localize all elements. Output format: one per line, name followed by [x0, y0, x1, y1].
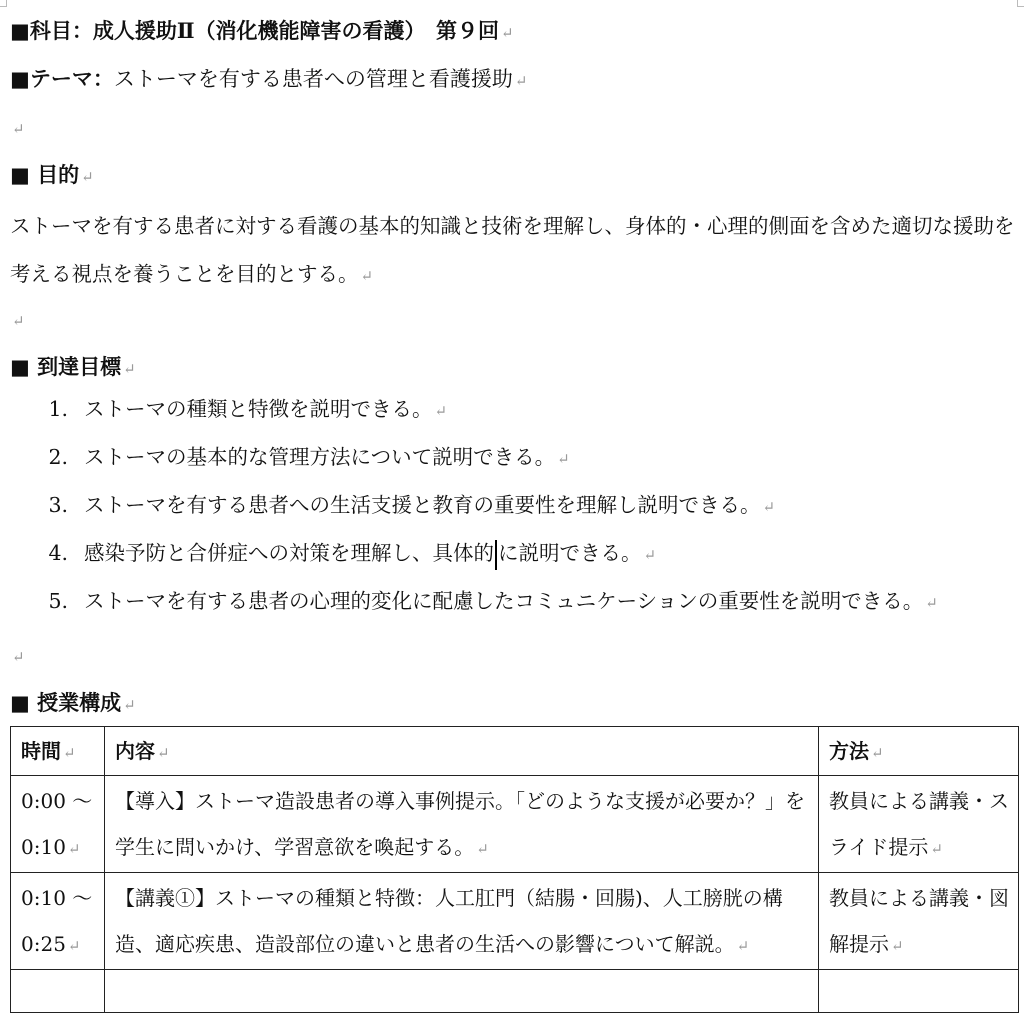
subject-line: [10, 16, 514, 48]
paragraph-mark-icon: ↵: [925, 594, 938, 612]
empty-paragraph: [10, 112, 25, 144]
cell-mark-icon: ↵: [67, 937, 81, 955]
content-cell: [105, 873, 819, 970]
column-header-text: 内容: [115, 739, 155, 763]
purpose-body: [10, 202, 1024, 300]
cell-mark-icon: ↵: [891, 937, 904, 955]
list-number: 5.: [48, 589, 68, 613]
paragraph-mark-icon: ↵: [501, 24, 514, 42]
page-corner-marker: [0, 0, 7, 7]
cell-mark-icon: ↵: [736, 937, 750, 955]
theme-label: ■テーマ：: [10, 66, 114, 91]
method-cell: [819, 970, 1019, 1013]
list-number: 2.: [48, 445, 68, 469]
list-item: [0, 394, 938, 442]
cell-mark-icon: ↵: [63, 744, 76, 762]
method-text: 教員による講義・スライド提示: [829, 789, 1009, 859]
paragraph-mark-icon: ↵: [81, 168, 94, 186]
paragraph-mark-icon: ↵: [360, 267, 374, 285]
paragraph-mark-icon: ↵: [514, 72, 528, 90]
method-cell: [819, 873, 1019, 970]
paragraph-mark-icon: ↵: [762, 498, 776, 516]
content-cell: [105, 970, 819, 1013]
table-header-row: [11, 727, 1019, 776]
theme-line: [10, 64, 527, 96]
cell-mark-icon: ↵: [476, 840, 489, 858]
content-text: 【講義①】ストーマの種類と特徴：人工肛門（結腸・回腸)、人工膀胱の構造、適応疾患、造設部位の違いと患者の生活への影響について解説。: [115, 886, 783, 956]
list-number: 1.: [48, 397, 68, 421]
cell-mark-icon: ↵: [871, 744, 884, 762]
method-text: 教員による講義・図解提示: [829, 886, 1009, 956]
goals-heading-text: ■ 到達目標: [10, 354, 122, 379]
time-cell: [11, 970, 105, 1013]
column-header-text: 時間: [21, 739, 61, 763]
paragraph-mark-icon: ↵: [123, 696, 136, 714]
paragraph-mark-icon: ↵: [434, 402, 448, 420]
list-item-text: ストーマを有する患者の心理的変化に配慮したコミュニケーションの重要性を説明できる。: [84, 589, 924, 613]
column-header-text: 方法: [829, 739, 869, 763]
list-item-text: ストーマの基本的な管理方法について説明できる。: [84, 445, 556, 469]
theme-text: ストーマを有する患者への管理と看護援助: [113, 67, 513, 91]
purpose-body-text: ストーマを有する患者に対する看護の基本的知識と技術を理解し、身体的・心理的側面を含めた適切な援助を考える視点を養うことを目的とする。: [10, 214, 1015, 286]
time-text: 0:00 ～ 0:10: [21, 789, 93, 859]
page-corner-marker: [1017, 0, 1024, 7]
schedule-table: [10, 726, 1019, 1013]
list-number: 4.: [48, 541, 68, 565]
time-text: 0:10 ～ 0:25: [21, 886, 93, 956]
cell-mark-icon: ↵: [157, 744, 170, 762]
column-header-content: [105, 727, 819, 776]
structure-heading: [10, 688, 136, 720]
content-cell: [105, 776, 819, 873]
column-header-method: [819, 727, 1019, 776]
list-item-text: 感染予防と合併症への対策を理解し、具体的: [84, 541, 494, 565]
list-item-text: ストーマの種類と特徴を説明できる。: [84, 397, 433, 421]
table-row: [11, 970, 1019, 1013]
paragraph-mark-icon: ↵: [12, 312, 25, 330]
list-item: [0, 586, 938, 634]
paragraph-mark-icon: ↵: [123, 360, 136, 378]
empty-paragraph: [10, 304, 25, 336]
table-row: [11, 776, 1019, 873]
time-cell: [11, 873, 105, 970]
table-row: [11, 873, 1019, 970]
empty-paragraph: [10, 640, 25, 672]
content-text: 【導入】ストーマ造設患者の導入事例提示。「どのような支援が必要か？」を学生に問いかけ、学習意欲を喚起する。: [115, 789, 805, 859]
goals-list: [0, 394, 938, 634]
goals-heading: [10, 352, 136, 384]
cell-mark-icon: ↵: [930, 840, 943, 858]
cell-mark-icon: ↵: [67, 840, 81, 858]
list-item: [0, 442, 938, 490]
structure-heading-text: ■ 授業構成: [10, 690, 122, 715]
paragraph-mark-icon: ↵: [12, 120, 25, 138]
list-item: [0, 490, 938, 538]
text-cursor[interactable]: [495, 540, 497, 570]
list-number: 3.: [48, 493, 68, 517]
column-header-time: [11, 727, 105, 776]
list-item-text: に説明できる。: [498, 541, 642, 565]
purpose-heading-text: ■ 目的: [10, 162, 80, 187]
list-item-text: ストーマを有する患者への生活支援と教育の重要性を理解し説明できる。: [84, 493, 761, 517]
list-item: [0, 538, 938, 586]
paragraph-mark-icon: ↵: [557, 450, 570, 468]
paragraph-mark-icon: ↵: [12, 648, 25, 666]
purpose-heading: [10, 160, 94, 192]
subject-text: ■科目：成人援助Ⅱ（消化機能障害の看護） 第９回: [10, 18, 500, 43]
method-cell: [819, 776, 1019, 873]
time-cell: [11, 776, 105, 873]
paragraph-mark-icon: ↵: [643, 546, 657, 564]
